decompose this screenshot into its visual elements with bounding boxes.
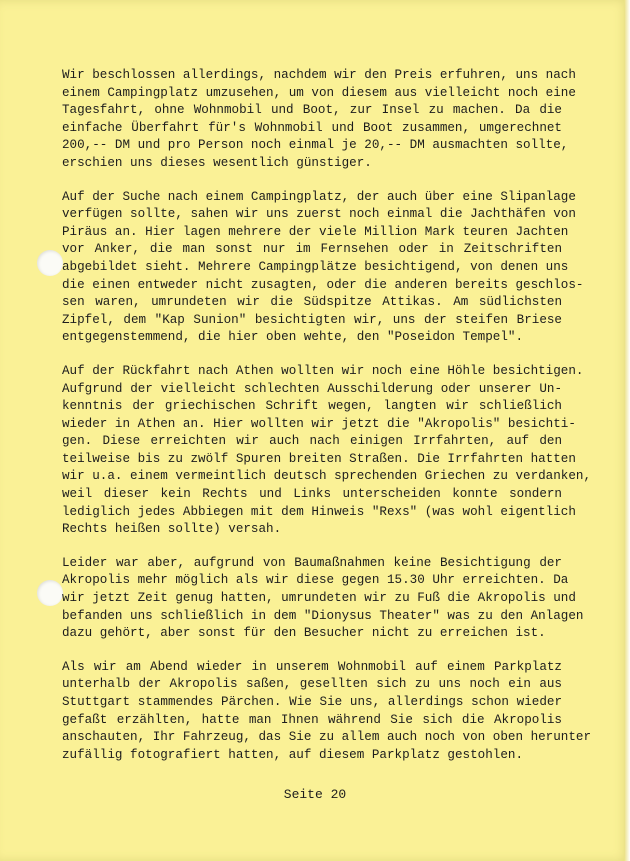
text-line: wir u.a. einem vermeintlich deutsch sprechenden Griechen zu verdanken,: [62, 469, 592, 484]
punch-hole-bottom: [37, 580, 63, 606]
text-line: sen waren, umrundeten wir die Südspitze Attikas. Am südlichsten: [62, 295, 562, 310]
text-line: lediglich jedes Abbiegen mit dem Hinweis "Rexs" (was wohl eigentlich: [62, 504, 576, 519]
text-line: verfügen sollte, sahen wir uns zuerst noch einmal die Jachthäfen von: [62, 207, 576, 222]
text-line: einfache Überfahrt für's Wohnmobil und Boot zusammen, umgerechnet: [62, 120, 562, 135]
text-line: Rechts heißen sollte) versah.: [62, 522, 282, 537]
text-line: vor Anker, die man sonst nur im Fernsehen oder in Zeitschriften: [62, 242, 562, 257]
text-line: 200,-- DM und pro Person noch einmal je 20,-- DM ausmachten sollte,: [62, 138, 569, 153]
text-line: Leider war aber, aufgrund von Baumaßnahmen keine Besichtigung der: [62, 555, 562, 570]
text-line: erschien uns dieses wesentlich günstiger.: [62, 155, 372, 170]
text-line: Aufgrund der vielleicht schlechten Ausschilderung oder unserer Un-: [62, 381, 562, 396]
paragraph: [62, 555, 584, 643]
text-line: die einen entweder nicht zusagten, oder die anderen bereits geschlos-: [62, 277, 584, 292]
text-line: wieder in Athen an. Hier wollten wir jetzt die "Akropolis" besichti-: [62, 416, 576, 431]
paragraph: [62, 189, 584, 347]
text-line: dazu gehört, aber sonst für den Besucher nicht zu erreichen ist.: [62, 626, 546, 641]
text-line: zufällig fotografiert hatten, auf diesem Parkplatz gestohlen.: [62, 747, 524, 762]
text-line: entgegenstemmend, die hier oben wehte, den "Poseidon Tempel".: [62, 330, 524, 345]
text-line: gen. Diese erreichten wir auch nach einigen Irrfahrten, auf den: [62, 434, 562, 449]
text-line: Tagesfahrt, ohne Wohnmobil und Boot, zur Insel zu machen. Da die: [62, 103, 562, 118]
page-edge: [624, 0, 630, 861]
text-line: befanden uns schließlich in dem "Dionysus Theater" was zu den Anlagen: [62, 608, 584, 623]
text-line: wir jetzt Zeit genug hatten, umrundeten wir zu Fuß die Akropolis und: [62, 591, 576, 606]
paragraph: [62, 67, 576, 173]
text-line: teilweise bis zu zwölf Spuren breiten Straßen. Die Irrfahrten hatten: [62, 451, 576, 466]
text-line: Auf der Rückfahrt nach Athen wollten wir noch eine Höhle besichtigen.: [62, 363, 584, 378]
text-line: Wir beschlossen allerdings, nachdem wir den Preis erfuhren, uns nach: [62, 68, 576, 82]
text-line: Zipfel, dem "Kap Sunion" besichtigten wir, uns der steifen Briese: [62, 312, 562, 327]
text-line: Akropolis mehr möglich als wir diese gegen 15.30 Uhr erreichten. Da: [62, 573, 569, 588]
text-line: weil dieser kein Rechts und Links unterscheiden konnte sondern: [62, 487, 562, 502]
text-line: gefaßt erzählten, hatte man Ihnen während Sie sich die Akropolis: [62, 712, 562, 727]
paragraph: [62, 363, 592, 539]
text-line: anschauten, Ihr Fahrzeug, das Sie zu allem auch noch von oben herunter: [62, 730, 592, 745]
page-number: Seite 20: [283, 787, 347, 802]
text-line: kenntnis der griechischen Schrift wegen, langten wir schließlich: [62, 399, 562, 414]
text-line: Auf der Suche nach einem Campingplatz, der auch über eine Slipanlage: [62, 189, 576, 204]
paragraph: [62, 659, 592, 765]
text-line: Stuttgart stammendes Pärchen. Wie Sie uns, allerdings schon wieder: [62, 695, 562, 709]
body-text: [62, 67, 592, 780]
text-line: einem Campingplatz umzusehen, um von diesem aus vielleicht noch eine: [62, 85, 576, 100]
text-line: Als wir am Abend wieder in unserem Wohnmobil auf einem Parkplatz: [62, 659, 562, 674]
text-line: abgebildet sieht. Mehrere Campingplätze besichtigend, von denen uns: [62, 259, 569, 274]
punch-hole-top: [37, 250, 63, 276]
text-line: unterhalb der Akropolis saßen, gesellten sich zu uns noch ein aus: [62, 677, 562, 692]
text-line: Piräus an. Hier lagen mehrere der viele Million Mark teuren Jachten: [62, 224, 569, 239]
